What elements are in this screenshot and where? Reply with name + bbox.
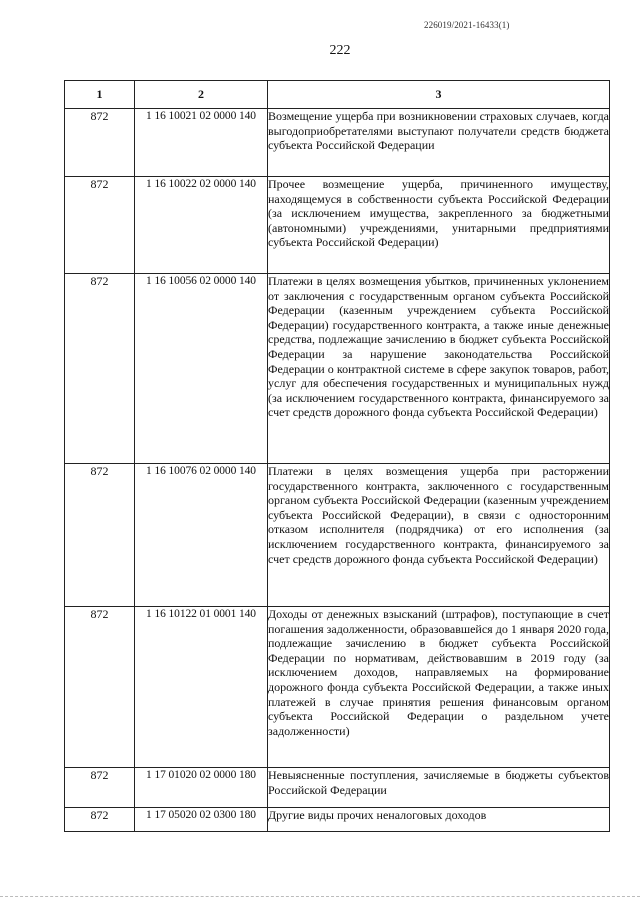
- budget-code-cell: 1 17 05020 02 0300 180: [135, 808, 268, 832]
- description-cell: Невыясненные поступления, зачисляемые в бюджеты субъектов Российской Федерации: [268, 768, 610, 808]
- page-number: 222: [329, 43, 351, 58]
- description-cell: Платежи в целях возмещения убытков, причиненных уклонением от заключения с государственным органом субъекта Российской Федерации (казенным учреждением субъекта Российской Федерации) государственного контракта, а также иные денежные средства, подлежащие зачислению в бюджет субъекта Российской Федерации за нарушение законодательства Российской Федерации о контрактной системе в сфере закупок товаров, работ, услуг для обеспечения государственных и муниципальных нужд (за исключением государственного контракта, финансируемого за счет средств дорожного фонда субъекта Российской Федерации): [268, 274, 610, 464]
- table-row: [65, 177, 610, 274]
- scan-edge-divider: [0, 896, 640, 897]
- description-cell: Прочее возмещение ущерба, причиненного имуществу, находящемуся в собственности субъекта Российской Федерации (за исключением имущества, закрепленного за бюджетными (автономными) учреждениями, унитарными предприятиями субъекта Российской Федерации): [268, 177, 610, 274]
- admin-code-cell: 872: [65, 177, 135, 274]
- table-row: [65, 274, 610, 464]
- admin-code-cell: 872: [65, 464, 135, 607]
- admin-code-cell: 872: [65, 274, 135, 464]
- table-header-row: [65, 81, 610, 109]
- column-header-2: 2: [135, 81, 268, 109]
- table-row: [65, 808, 610, 832]
- budget-code-cell: 1 16 10021 02 0000 140: [135, 109, 268, 177]
- admin-code-cell: 872: [65, 768, 135, 808]
- table-row: [65, 768, 610, 808]
- description-cell: Доходы от денежных взысканий (штрафов), поступающие в счет погашения задолженности, образовавшейся до 1 января 2020 года, подлежащие зачислению в бюджет субъекта Российской Федерации по нормативам, действовавшим в 2019 году (за исключением доходов, направляемых на формирование дорожного фонда субъекта Российской Федерации, а также иных платежей в случае принятия решения финансовым органом субъекта Российской Федерации о раздельном учете задолженности): [268, 607, 610, 768]
- description-cell: Возмещение ущерба при возникновении страховых случаев, когда выгодоприобретателями выступают получатели средств бюджета субъекта Российской Федерации: [268, 109, 610, 177]
- admin-code-cell: 872: [65, 109, 135, 177]
- description-cell: Платежи в целях возмещения ущерба при расторжении государственного контракта, заключенного с государственным органом субъекта Российской Федерации (казенным учреждением субъекта Российской Федерации), в связи с односторонним отказом исполнителя (подрядчика) от его исполнения (за исключением государственного контракта, финансируемого за счет средств дорожного фонда субъекта Российской Федерации): [268, 464, 610, 607]
- description-cell: Другие виды прочих неналоговых доходов: [268, 808, 610, 832]
- budget-code-cell: 1 17 01020 02 0000 180: [135, 768, 268, 808]
- income-codes-table: [64, 80, 610, 832]
- admin-code-cell: 872: [65, 607, 135, 768]
- column-header-1: 1: [65, 81, 135, 109]
- budget-code-cell: 1 16 10076 02 0000 140: [135, 464, 268, 607]
- table-row: [65, 607, 610, 768]
- budget-code-cell: 1 16 10056 02 0000 140: [135, 274, 268, 464]
- budget-code-cell: 1 16 10122 01 0001 140: [135, 607, 268, 768]
- admin-code-cell: 872: [65, 808, 135, 832]
- budget-code-cell: 1 16 10022 02 0000 140: [135, 177, 268, 274]
- table-row: [65, 464, 610, 607]
- document-id: 226019/2021-16433(1): [424, 20, 510, 30]
- column-header-3: 3: [268, 81, 610, 109]
- table-row: [65, 109, 610, 177]
